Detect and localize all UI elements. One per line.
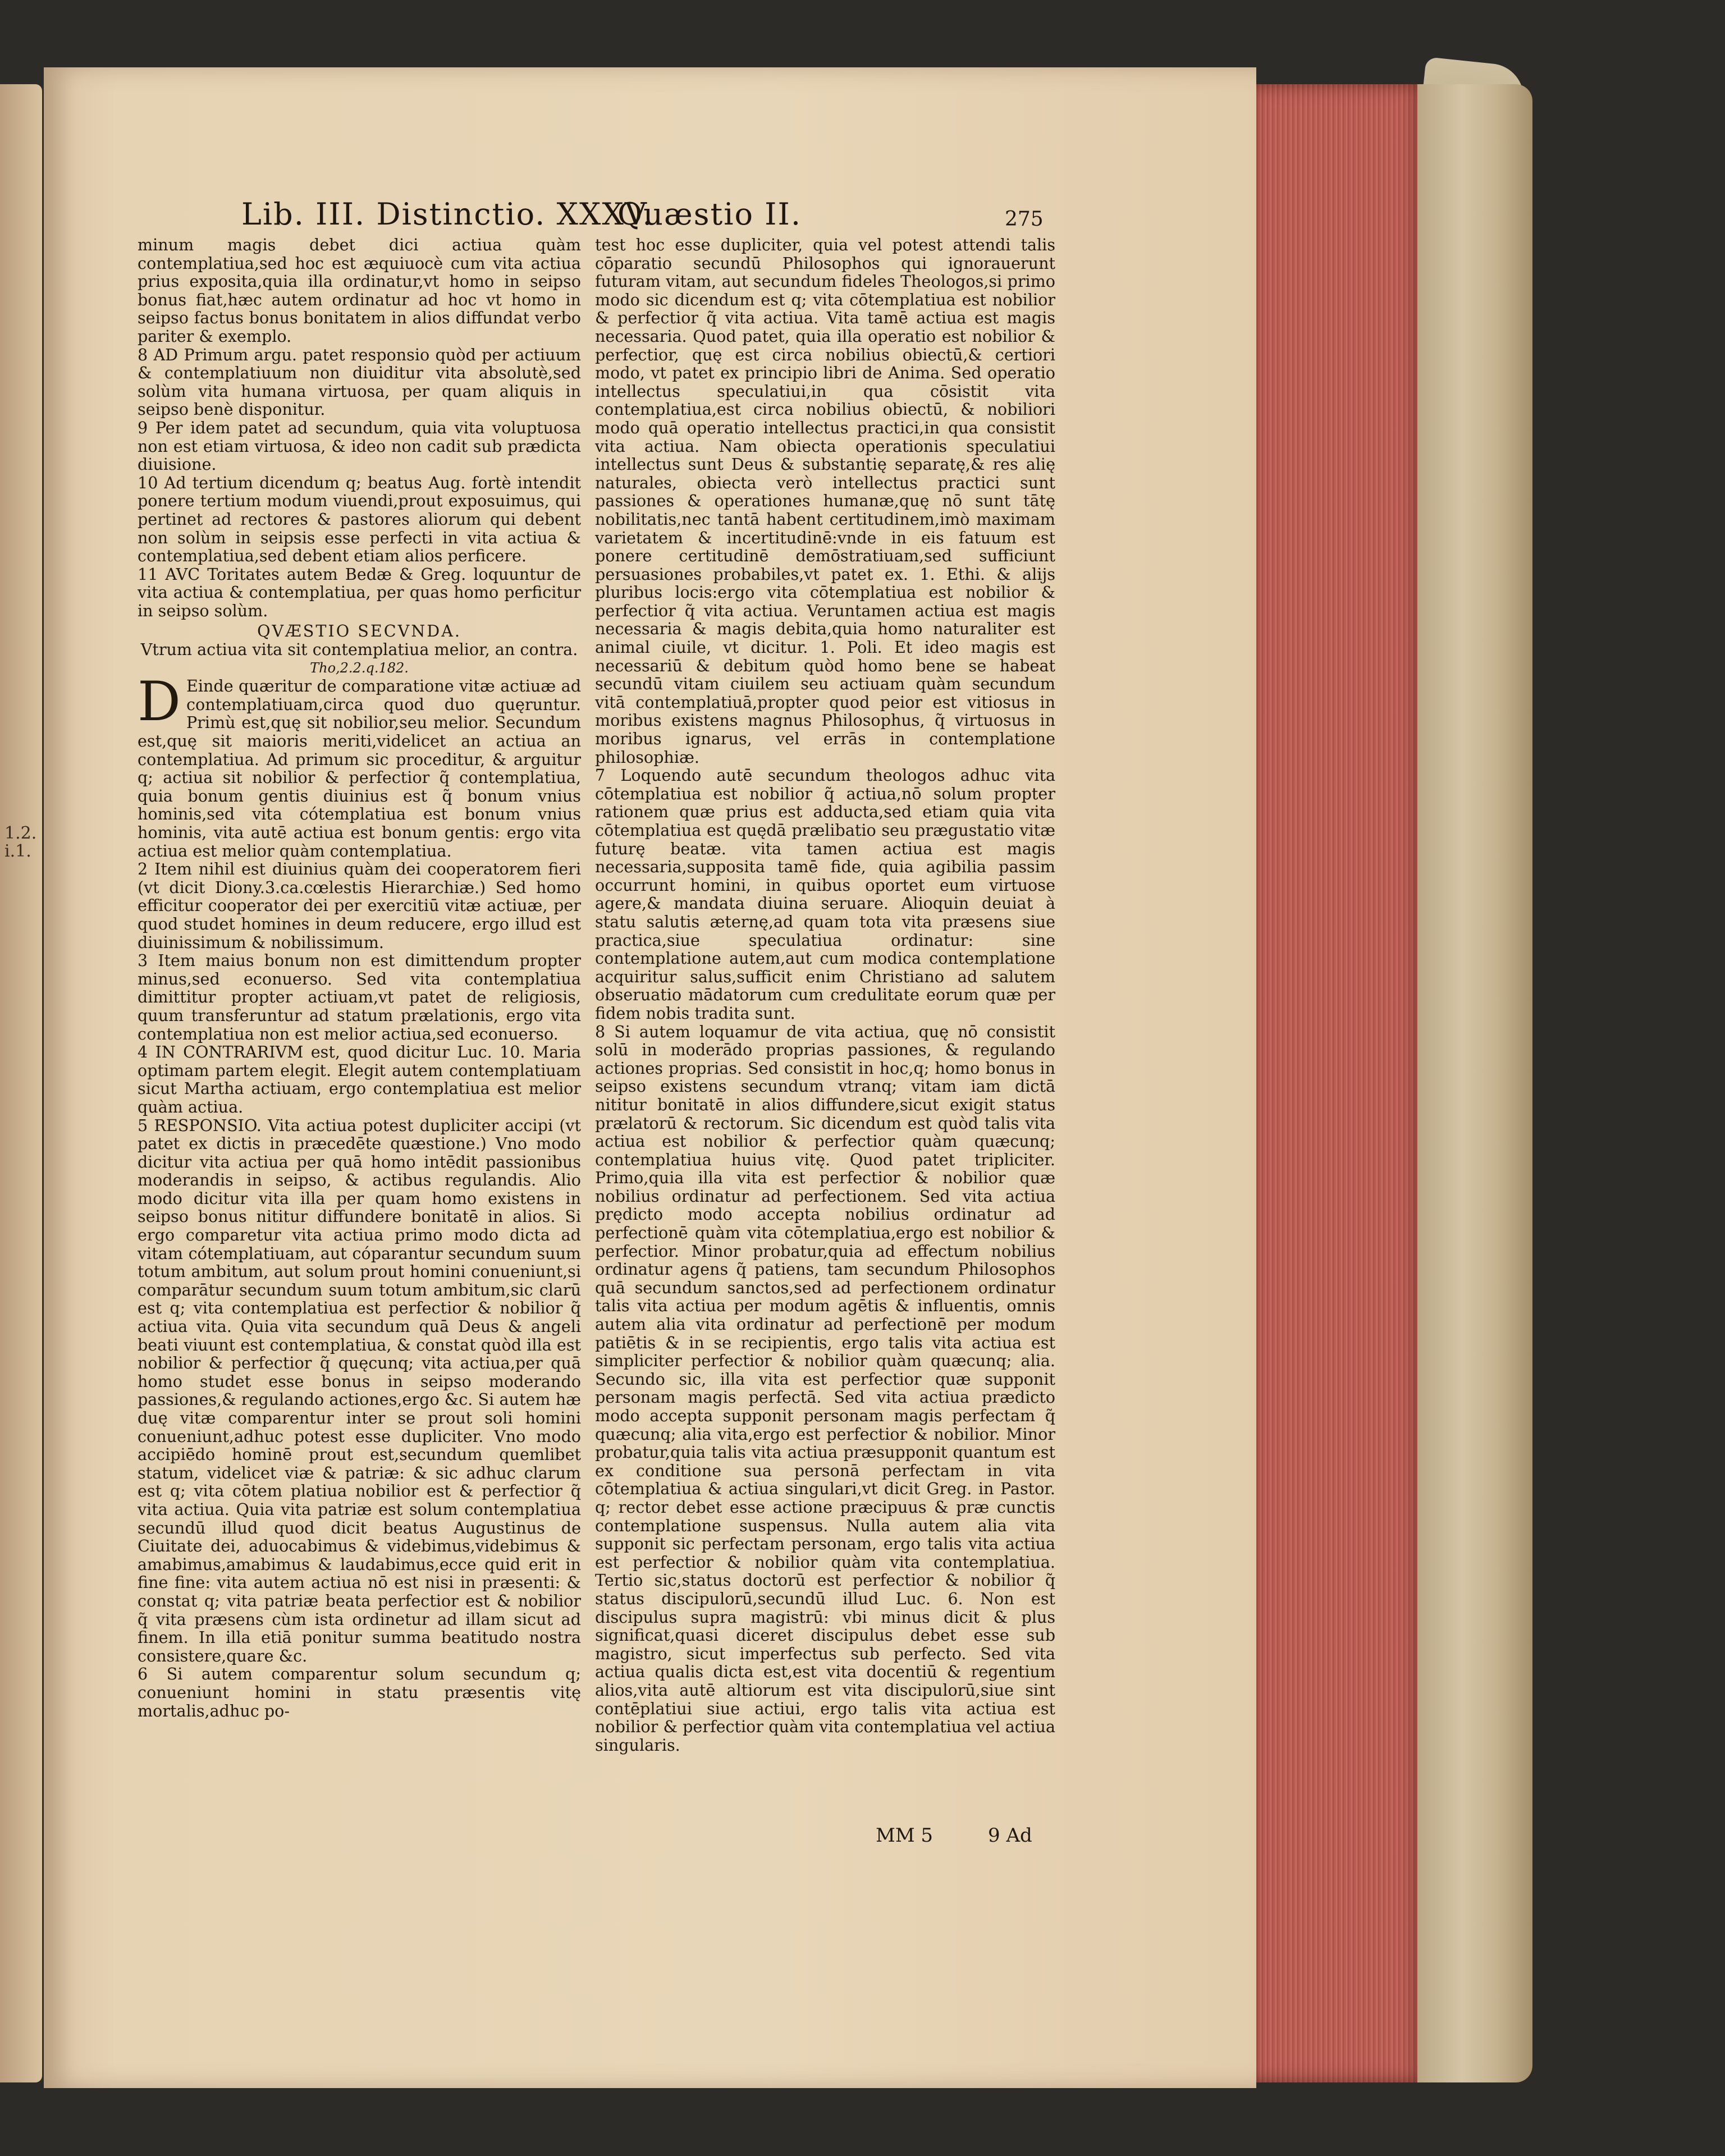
drop-cap: D xyxy=(138,670,181,734)
paragraph xyxy=(138,670,581,860)
running-header xyxy=(157,196,1067,241)
paragraph: 3 Item maius bonum non est dimittendum propter minus,sed econuerso. Sed vita contemplatiua dimittitur propter actiuam,vt patet de religiosis, quum transferuntur ad statum prælationis, ergo vita contemplatiua non est melior actiua,sed econuerso. xyxy=(138,951,581,1043)
question-heading: QVÆSTIO SECVNDA. xyxy=(257,621,461,641)
paragraph: test hoc esse dupliciter, quia vel potest attendi talis cōparatio secundū Philosophos qui ignorauerunt futuram vitam, aut secundum fideles Theologos,si primo modo sic dicendum est q; vita cōtemplatiua est nobilior & perfectior q̃ vita actiua. Vita tamē actiua est magis necessaria. Quod patet, quia illa operatio est nobilior & perfectior, quę est circa nobilius obiectū,& certiori modo, vt patet ex principio libri de Anima. Sed operatio intellectus speculatiui,in qua cōsistit vita contemplatiua,est circa nobilius obiectū, & nobiliori modo quā operatio intellectus practici,in qua consistit vita actiua. Nam obiecta operationis speculatiui intellectus sunt Deus & substantię separatę,& res alię naturales, obiecta verò intellectus practici sunt passiones & operationes humanæ,quę nō sunt tātę nobilitatis,nec tantā habent certitudinem,imò maximam varietatem & incertitudinē:vnde in eis fatuum est ponere certitudinē demōstratiuam,sed sufficiunt persuasiones probabiles,vt patet ex. 1. Ethi. & alijs pluribus locis:ergo vita cōtemplatiua est nobilior & perfectior q̃ vita actiua. Veruntamen actiua est magis necessaria & magis debita,quia homo naturaliter est animal ciuile, vt dicitur. 1. Poli. Et ideo magis est necessariū & debitum quòd homo bene se habeat secundū vitam ciuilem seu actiuam quàm secundum vitā contemplatiuā,propter quod peior est vitiosus in moribus existens magnus Philosophus, q̃ virtuosus in moribus ignarus, vel errās in contemplatione philosophiæ. xyxy=(595,235,1055,767)
book-binding xyxy=(1415,84,1532,2082)
paragraph: minum magis debet dici actiua quàm contemplatiua,sed hoc est æquiuocè cum vita actiua prius exposita,quia illa ordinatur,vt homo in seipso bonus fiat,hæc autem ordinatur ad hoc vt homo in seipso factus bonus bonitatem in alios diffundat verbo pariter & exemplo. xyxy=(138,235,581,346)
margin-note: i.1. xyxy=(4,841,31,861)
left-column xyxy=(138,236,581,1720)
margin-note: 1.2. xyxy=(4,823,37,843)
signature-mark: MM 5 xyxy=(876,1824,934,1847)
paragraph: 5 RESPONSIO. Vita actiua potest dupliciter accipi (vt patet ex dictis in præcedēte quæstione.) Vno modo dicitur vita actiua per quā homo intēdit passionibus moderandis in seipso, & actibus regulandis. Alio modo dicitur vita illa per quam homo existens in seipso bonus nititur diffundere bonitatē in alios. Si ergo comparetur vita actiua primo modo dicta ad vitam cótemplatiuam, aut cóparantur secundum suum totum ambitum, aut solum prout homini conueniunt,si comparātur secundum suum totum ambitum,sic clarū est q; vita contemplatiua est perfectior & nobilior q̃ actiua vita. Quia vita secundum quā Deus & angeli beati viuunt est contemplatiua, & constat quòd illa est nobilior & perfectior q̃ quęcunq; vita actiua,per quā homo studet esse bonus in seipso moderando passiones,& regulando actiones,ergo &c. Si autem hæ duę vitæ comparentur inter se prout soli homini conueniunt,adhuc potest esse dupliciter. Vno modo accipiēdo hominē prout est,secundum quemlibet statum, videlicet viæ & patriæ: & sic adhuc clarum est q; vita cōtem platiua nobilior est & perfectior q̃ vita actiua. Quia vita patriæ est solum contemplatiua secundū illud quod dicit beatus Augustinus de Ciuitate dei, aduocabimus & videbimus,videbimus & amabimus,amabimus & laudabimus,ecce quid erit in fine fine: vita autem actiua nō est nisi in præsenti: & constat q; vita patriæ beata perfectior est & nobilior q̃ vita præsens cùm ista ordinetur ad illam sicut ad finem. In illa etiā ponitur summa beatitudo nostra consistere,quare &c. xyxy=(138,1115,581,1665)
header-question: Quæstio II. xyxy=(617,196,802,232)
paragraph-text: Einde quæritur de comparatione vitæ actiuæ ad contemplatiuam,circa quod duo quęruntur. Primù est,quę sit nobilior,seu melior. Secundum est,quę sit maioris meriti,videlicet an actiua an contemplatiua. Ad primum sic proceditur, & arguitur q; actiua sit nobilior & perfectior q̃ contemplatiua, quia bonum gentis diuinius est q̃ bonum vnius hominis,sed vita cótemplatiua est bonum vnius hominis, vita autē actiua est bonum gentis: ergo vita actiua est melior quàm contemplatiua. xyxy=(138,676,581,860)
paragraph: 7 Loquendo autē secundum theologos adhuc vita cōtemplatiua est nobilior q̃ actiua,nō solum propter rationem quæ prius est adducta,sed etiam quia vita cōtemplatiua est quędā prælibatio seu prægustatio vitæ futurę beatæ. vita tamen actiua est magis necessaria,supposita tamē fide, quia agibilia passim occurrunt homini, in quibus oportet eum virtuose agere,& mandata diuina seruare. Alioquin deuiat à statu salutis æternę,ad quam tota vita præsens siue practica,siue speculatiua ordinatur: sine contemplatione autem,aut cum modica contemplatione acquiritur salus,sufficit enim Christiano ad salutem obseruatio mādatorum cum credulitate eorum quæ per fidem nobis tradita sunt. xyxy=(595,766,1055,1023)
paragraph: 8 AD Primum argu. patet responsio quòd per actiuum & contemplatiuum non diuiditur vita absolutè,sed solùm vita humana virtuosa, per quam aliquis in seipso benè disponitur. xyxy=(138,345,581,419)
red-page-edges xyxy=(1249,84,1417,2082)
left-page-edge xyxy=(0,84,42,2082)
paragraph: 8 Si autem loquamur de vita actiua, quę nō consistit solū in moderādo proprias passiones, & regulando actiones proprias. Sed consistit in hoc,q; homo bonus in seipso existens secundum vtranq; vitam iam dictā nititur bonitatē in alios diffundere,sicut exigit status prælatorū & rectorum. Sic dicendum est quòd talis vita actiua est nobilior & perfectior quàm quæcunq; contemplatiua huius vitę. Quod patet tripliciter. Primo,quia illa vita est perfectior & nobilior quæ nobilius ordinatur ad perfectionem. Sed vita actiua prędicto modo accepta nobilius ordinatur ad perfectionē quàm vita cōtemplatiua,ergo est nobilior & perfectior. Minor probatur,quia ad effectum nobilius ordinatur agens q̃ patiens, tam secundum Philosophos quā secundum sanctos,sed ad perfectionem ordinatur talis vita actiua per modum agētis & influentis, omnis autem alia vita ordinatur ad perfectionē per modum patiētis & in se recipientis, ergo talis vita actiua est simpliciter perfectior & nobilior quàm quæcunq; alia. Secundo sic, illa vita est perfectior quæ supponit personam magis perfectā. Sed vita actiua prædicto modo accepta supponit personam magis perfectam q̃ quæcunq; alia vita,ergo est perfectior & nobilior. Minor probatur,quia talis vita actiua præsupponit quantum est ex conditione sua personā perfectam in vita cōtemplatiua & actiua singulari,vt dicit Greg. in Pastor. q; rector debet esse actione præcipuus & præ cunctis contemplatione suspensus. Nulla autem alia vita supponit sic perfectam personam, ergo talis vita actiua est perfectior & nobilior quàm vita contemplatiua. Tertio sic,status doctorū est perfectior & nobilior q̃ status discipulorū,secundū illud Luc. 6. Non est discipulus supra magistrū: vbi minus dicit & plus significat,quasi diceret discipulus debet esse sub magistro, sicut imperfectus sub perfecto. Sed vita actiua qualis dicta est,est vita docentiū & regentium alios,vita autē altiorum est vita discipulorū,siue sint contēplatiui siue actiui, ergo talis vita actiua est nobilior & perfectior quàm vita contemplatiua vel actiua singularis. xyxy=(595,1022,1055,1755)
catchword: 9 Ad xyxy=(988,1824,1032,1847)
question-reference: Tho,2.2.q.182. xyxy=(310,660,409,676)
paragraph: 11 AVC Toritates autem Bedæ & Greg. loquuntur de vita actiua & contemplatiua, per quas homo perficitur in seipso solùm. xyxy=(138,564,581,620)
paragraph: 10 Ad tertium dicendum q; beatus Aug. fortè intendit ponere tertium modum viuendi,prout exposuimus, qui pertinet ad rectores & pastores aliorum qui debent non solùm in seipsis esse perfecti in vita actiua & contemplatiua,sed debent etiam alios perficere. xyxy=(138,473,581,566)
paragraph: 2 Item nihil est diuinius quàm dei cooperatorem fieri (vt dicit Diony.3.ca.cœlestis Hierarchiæ.) Sed homo efficitur cooperator dei per exercitiū vitæ actiuæ, per quod studet homines in deum reducere, ergo illud est diuinissimum & nobilissimum. xyxy=(138,859,581,952)
question-subtitle: Vtrum actiua vita sit contemplatiua melior, an contra. xyxy=(140,640,578,660)
right-column xyxy=(595,236,1055,1754)
paragraph: 9 Per idem patet ad secundum, quia vita voluptuosa non est etiam virtuosa, & ideo non cadit sub prædicta diuisione. xyxy=(138,418,581,474)
header-book-distinction: Lib. III. Distinctio. XXXV. xyxy=(241,196,653,232)
paragraph: 6 Si autem comparentur solum secundum q; conueniunt homini in statu præsentis vitę mortalis,adhuc po- xyxy=(138,1664,581,1720)
page-number: 275 xyxy=(1005,208,1044,231)
paragraph: 4 IN CONTRARIVM est, quod dicitur Luc. 10. Maria optimam partem elegit. Elegit autem contemplatiuam sicut Martha actiuam, ergo contemplatiua est melior quàm actiua. xyxy=(138,1042,581,1116)
